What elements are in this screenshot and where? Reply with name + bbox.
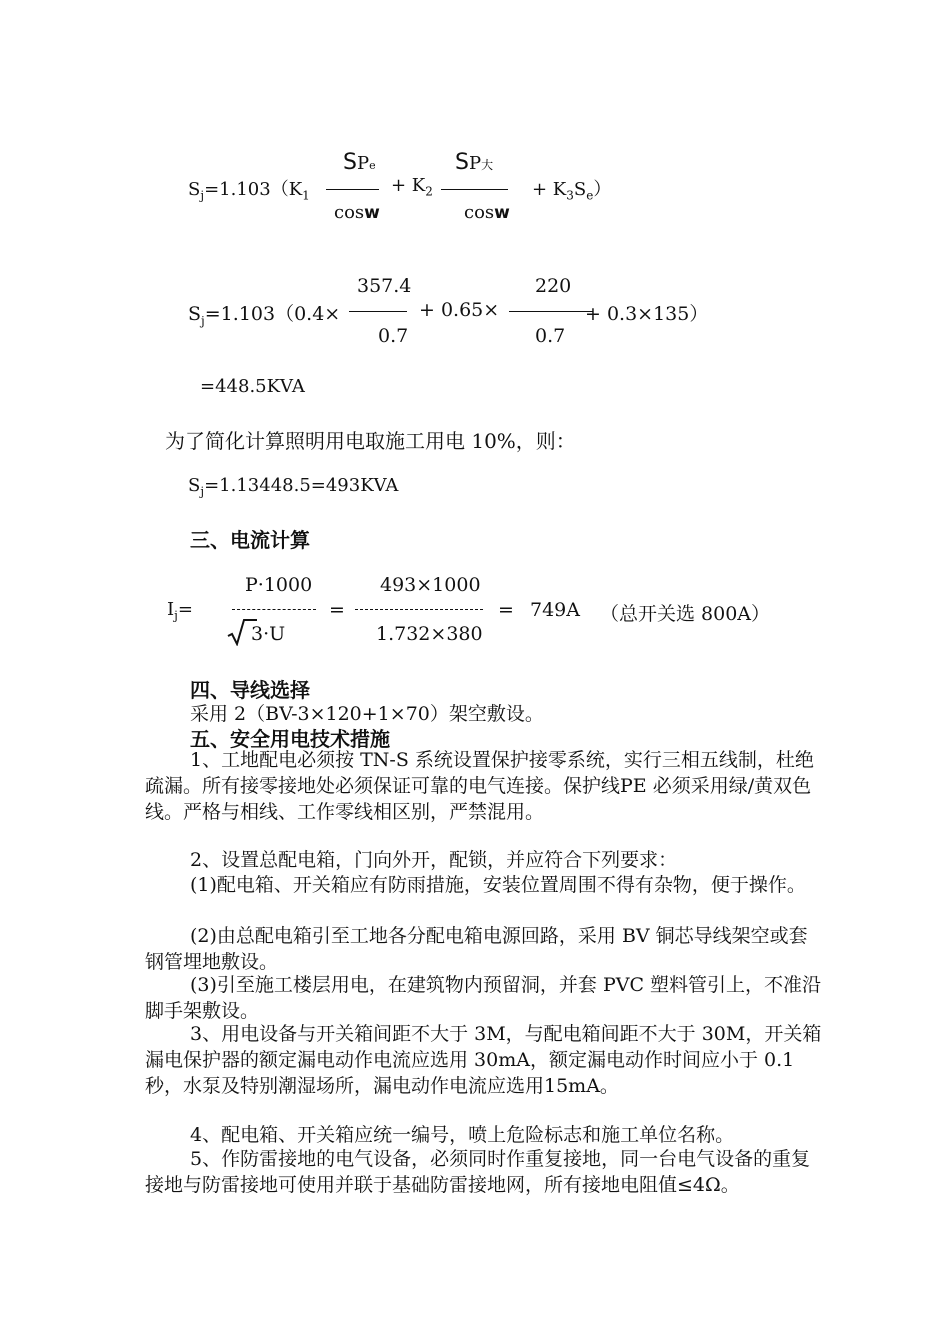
f4-fraction-bar-2 bbox=[355, 609, 483, 610]
f4-numerator-1: P·1000 bbox=[245, 574, 313, 596]
section-5-title: 五、安全用电技术措施 bbox=[190, 727, 390, 751]
f1-numerator-2: SP大 bbox=[455, 150, 494, 175]
f1-denominator-1: cosw bbox=[334, 202, 380, 223]
f1-denominator-2: cosw bbox=[464, 202, 510, 223]
f2-numerator-2: 220 bbox=[535, 275, 572, 297]
f1-eq: =1.103（K bbox=[204, 179, 303, 200]
section-4-title: 四、导线选择 bbox=[190, 678, 310, 702]
f2-denominator-1: 0.7 bbox=[378, 325, 409, 347]
paragraph-8: 5、作防雷接地的电气设备，必须同时作重复接地，同一台电气设备的重复接地与防雷接地可使用并联于基础防雷接地网，所有接地电阻值≤4Ω。 bbox=[145, 1148, 811, 1196]
f4-numerator-2: 493×1000 bbox=[380, 574, 481, 596]
paragraph-1: 1、工地配电必须按 TN-S 系统设置保护接零系统，实行三相五线制，杜绝疏漏。所有接零接地处必须保证可靠的电气连接。保护线PE 必须采用绿/黄双色线。严格与相线、工作零线相区别，严禁混用。 bbox=[145, 749, 814, 823]
f4-denominator-2: 1.732×380 bbox=[376, 623, 483, 645]
f1-numerator-1: SPe bbox=[343, 150, 376, 175]
lighting-note: 为了简化计算照明用电取施工用电 10%，则： bbox=[165, 429, 576, 453]
f2-fraction-bar-2 bbox=[509, 311, 593, 312]
f1-fraction-bar-2 bbox=[441, 189, 508, 190]
f4-fraction-bar-1 bbox=[232, 609, 316, 610]
paragraph-5: (3)引至施工楼层用电，在建筑物内预留洞，并套 PVC 塑料管引上，不准沿脚手架敷设。 bbox=[145, 974, 822, 1022]
section-4-text: 采用 2（BV-3×120+1×70）架空敷设。 bbox=[190, 703, 544, 725]
f1-fraction-bar-1 bbox=[326, 189, 379, 190]
section-3-title: 三、电流计算 bbox=[190, 528, 310, 552]
paragraph-7: 4、配电箱、开关箱应统一编号，喷上危险标志和施工单位名称。 bbox=[190, 1124, 735, 1146]
paragraph-3: (1)配电箱、开关箱应有防雨措施，安装位置周围不得有杂物，便于操作。 bbox=[190, 874, 806, 896]
formula-3: $S_j=1.13448.5=493KVA$ bbox=[188, 475, 399, 499]
f4-note: （总开关选 800A） bbox=[600, 603, 771, 625]
paragraph-2: 2、设置总配电箱，门向外开，配锁，并应符合下列要求： bbox=[190, 849, 678, 871]
f4-denominator-1: 3·U bbox=[251, 623, 286, 645]
f2-numerator-1: 357.4 bbox=[357, 275, 412, 297]
paragraph-6: 3、用电设备与开关箱间距不大于 3M，与配电箱间距不大于 30M，开关箱漏电保护器的额定漏电动作电流应选用 30mA，额定漏电动作时间应小于 0.1 秒，水泵及特别潮湿场所，漏电动作电流应选用15mA。 bbox=[145, 1023, 822, 1097]
f2-fraction-bar-1 bbox=[349, 311, 407, 312]
f2-denominator-2: 0.7 bbox=[535, 325, 566, 347]
f4-result: 749A bbox=[530, 599, 580, 621]
result-448: =448.5KVA bbox=[200, 376, 305, 397]
paragraph-4: (2)由总配电箱引至工地各分配电箱电源回路，采用 BV 铜芯导线架空或套钢管埋地敷设。 bbox=[145, 925, 808, 973]
f1-lhs: S bbox=[188, 179, 201, 200]
